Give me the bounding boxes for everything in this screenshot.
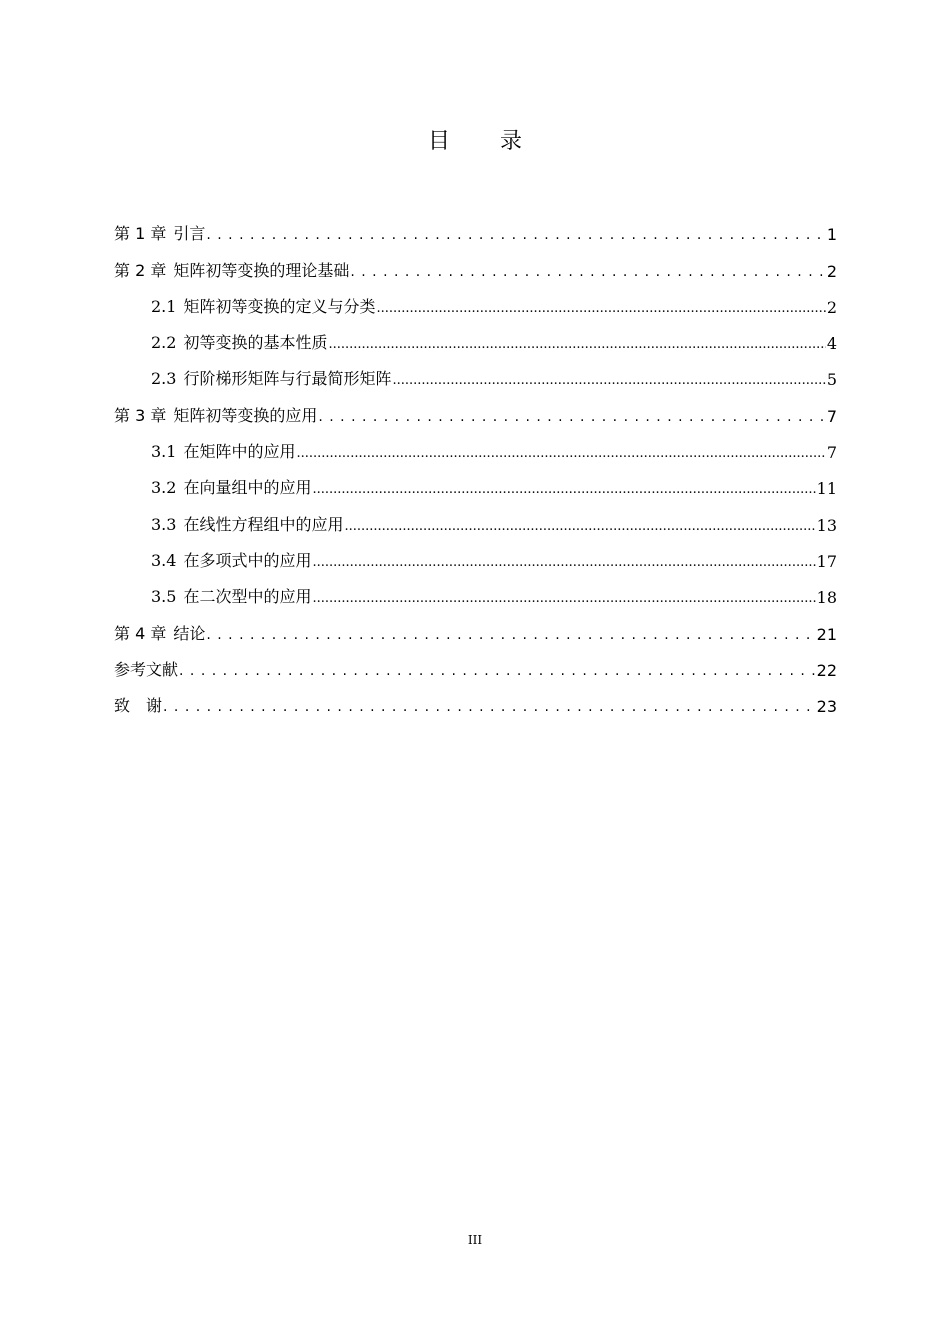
toc-entry-label	[114, 621, 205, 644]
toc-entry-number: 3.2	[151, 478, 177, 498]
toc-entry-label	[151, 294, 375, 317]
toc-leader-dots	[328, 333, 825, 353]
toc-entry-chapter-2[interactable]	[114, 244, 837, 280]
toc-leader-dots	[163, 696, 816, 716]
toc-entry-section-2-3[interactable]	[114, 353, 837, 389]
toc-entry-text: 在二次型中的应用	[183, 587, 312, 607]
toc-leader-dots	[312, 587, 815, 607]
toc-entry-label	[151, 584, 311, 607]
toc-entry-page: 11	[816, 479, 837, 499]
toc-entry-text: 矩阵初等变换的应用	[173, 405, 318, 425]
toc-entry-label	[114, 657, 178, 680]
toc-entry-text: 在线性方程组中的应用	[183, 514, 344, 534]
toc-entry-text: 参考文献	[114, 659, 179, 679]
toc-entry-section-3-4[interactable]	[114, 535, 837, 571]
table-of-contents	[114, 208, 837, 716]
toc-entry-label	[114, 403, 317, 426]
toc-entry-text: 在多项式中的应用	[183, 550, 312, 570]
toc-entry-number: 第 2 章	[114, 260, 167, 280]
toc-entry-page: 23	[816, 697, 837, 717]
toc-leader-dots	[350, 261, 825, 281]
toc-entry-page: 7	[826, 406, 837, 426]
toc-entry-section-2-2[interactable]	[114, 317, 837, 353]
toc-entry-references[interactable]	[114, 644, 837, 680]
toc-entry-number: 2.2	[151, 333, 177, 353]
toc-entry-label	[151, 475, 311, 498]
toc-entry-number: 3.1	[151, 442, 177, 462]
toc-entry-section-3-3[interactable]	[114, 498, 837, 534]
page-title: 目 录	[427, 129, 536, 154]
toc-entry-text: 行阶梯形矩阵与行最简形矩阵	[183, 369, 392, 389]
toc-entry-text: 初等变换的基本性质	[183, 333, 328, 353]
toc-leader-dots	[392, 369, 825, 389]
toc-entry-section-3-5[interactable]	[114, 571, 837, 607]
toc-entry-number: 第 1 章	[114, 224, 167, 244]
toc-entry-label	[114, 693, 162, 716]
toc-leader-dots	[312, 551, 815, 571]
toc-entry-number: 2.1	[151, 296, 177, 316]
toc-entry-page: 22	[816, 660, 837, 680]
toc-entry-text: 矩阵初等变换的定义与分类	[183, 296, 376, 316]
toc-entry-number: 第 4 章	[114, 623, 167, 643]
toc-entry-section-3-2[interactable]	[114, 462, 837, 498]
toc-entry-page: 7	[826, 443, 837, 463]
toc-entry-number: 3.5	[151, 587, 177, 607]
toc-entry-section-2-1[interactable]	[114, 281, 837, 317]
toc-entry-page: 13	[816, 515, 837, 535]
toc-entry-number: 第 3 章	[114, 405, 167, 425]
toc-leader-dots	[344, 515, 815, 535]
toc-entry-text: 结论	[173, 623, 206, 643]
toc-entry-text: 矩阵初等变换的理论基础	[173, 260, 350, 280]
toc-entry-chapter-4[interactable]	[114, 607, 837, 643]
toc-entry-label	[151, 548, 311, 571]
toc-leader-dots	[296, 442, 825, 462]
toc-entry-chapter-3[interactable]	[114, 389, 837, 425]
toc-entry-label	[151, 512, 343, 535]
toc-entry-text: 引言	[173, 224, 206, 244]
toc-entry-text: 在向量组中的应用	[183, 478, 312, 498]
toc-leader-dots	[206, 224, 825, 244]
toc-leader-dots	[318, 406, 825, 426]
toc-entry-page: 1	[826, 225, 837, 245]
toc-entry-page: 21	[816, 624, 837, 644]
toc-leader-dots	[376, 297, 825, 317]
toc-entry-label	[114, 258, 349, 281]
toc-entry-page: 2	[826, 297, 837, 317]
toc-leader-dots	[179, 660, 816, 680]
toc-leader-dots	[206, 624, 815, 644]
toc-entry-page: 18	[816, 588, 837, 608]
toc-entry-chapter-1[interactable]	[114, 208, 837, 244]
toc-entry-number: 3.4	[151, 550, 177, 570]
toc-entry-number: 2.3	[151, 369, 177, 389]
toc-entry-page: 4	[826, 334, 837, 354]
toc-entry-label	[114, 221, 205, 244]
toc-entry-label	[151, 439, 295, 462]
toc-entry-section-3-1[interactable]	[114, 426, 837, 462]
toc-entry-label	[151, 366, 391, 389]
toc-entry-acknowledgements[interactable]	[114, 680, 837, 716]
toc-entry-text: 在矩阵中的应用	[183, 442, 296, 462]
toc-entry-page: 17	[816, 551, 837, 571]
toc-entry-page: 2	[826, 261, 837, 281]
toc-entry-text: 致 谢	[114, 696, 163, 716]
page-number-footer: III	[467, 1233, 483, 1247]
toc-entry-number: 3.3	[151, 514, 177, 534]
toc-entry-label	[151, 330, 327, 353]
toc-entry-page: 5	[826, 370, 837, 390]
toc-leader-dots	[312, 478, 815, 498]
